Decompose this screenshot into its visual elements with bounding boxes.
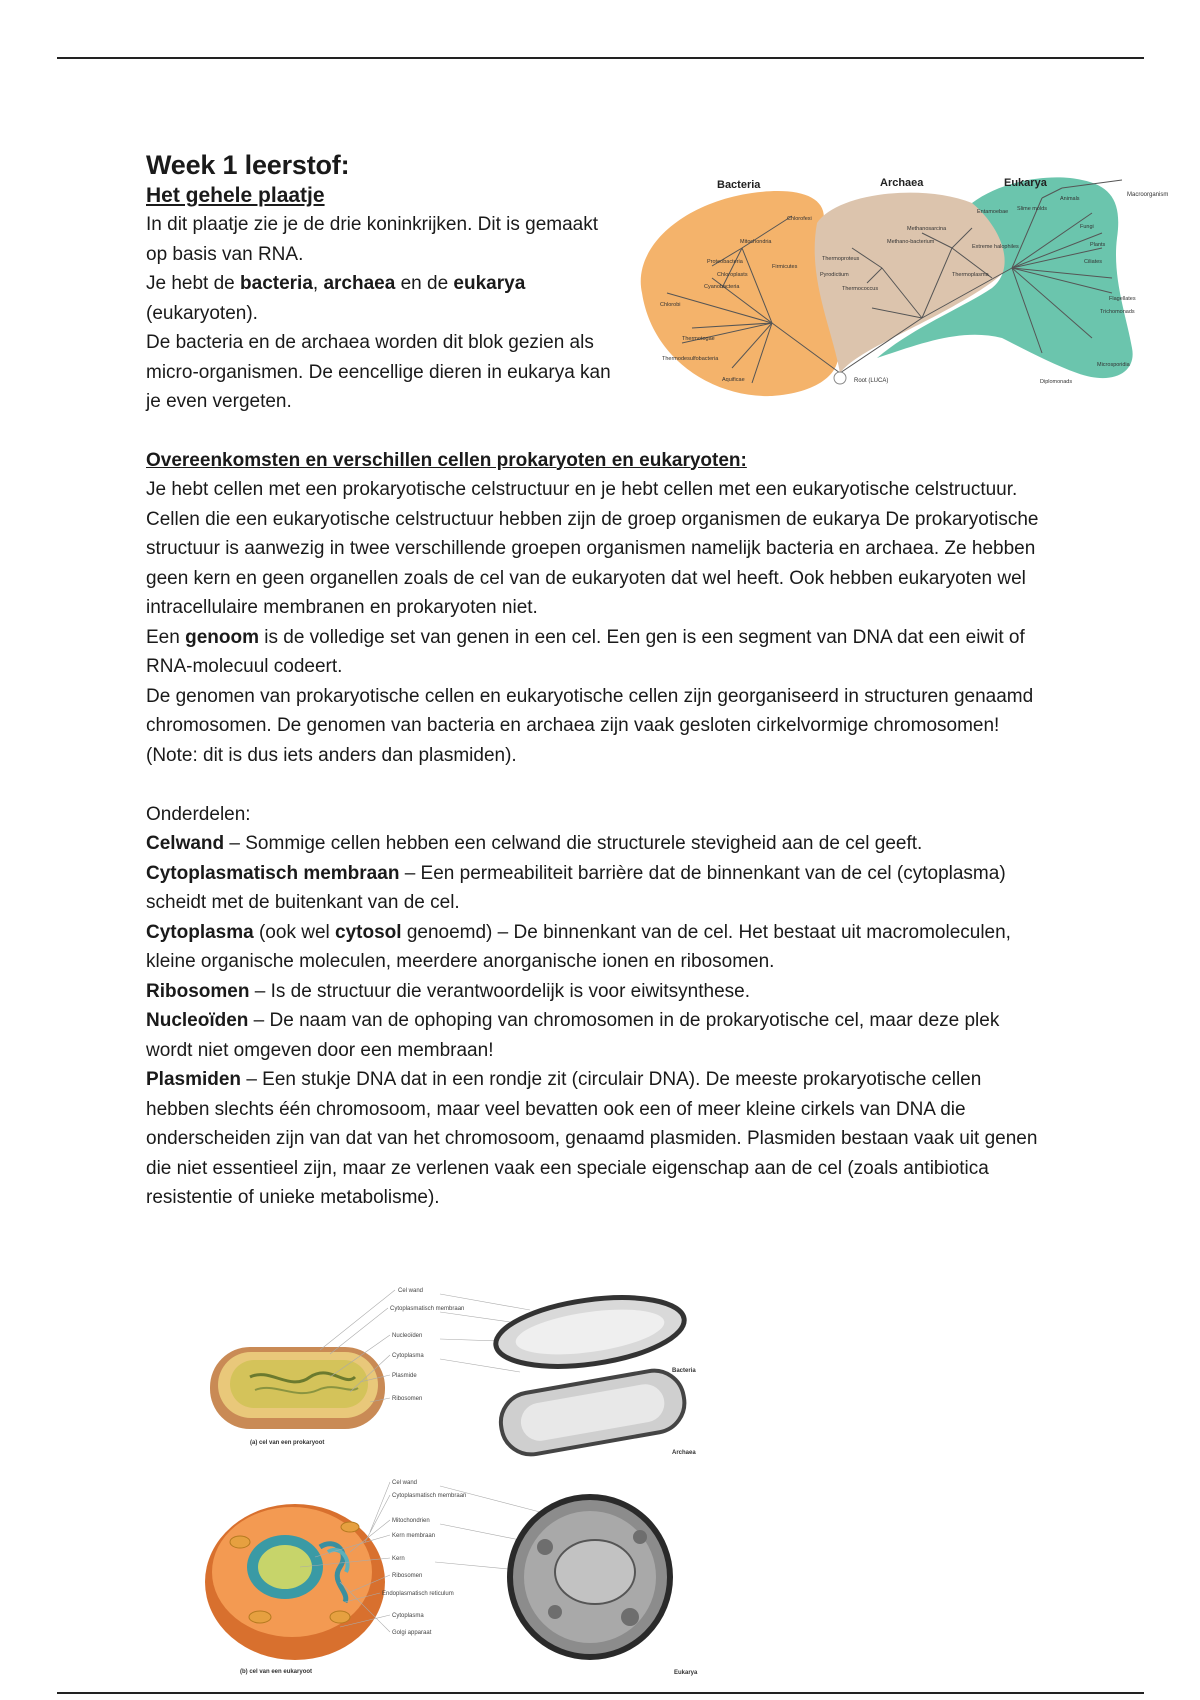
svg-text:Plasmide: Plasmide	[392, 1373, 417, 1379]
root-label: Root (LUCA)	[854, 378, 889, 384]
cell-structure-figure	[200, 1282, 720, 1682]
svg-text:Mitochondrien: Mitochondrien	[392, 1518, 430, 1524]
svg-text:Chlorobi: Chlorobi	[660, 302, 681, 308]
eukarya-micrograph	[510, 1497, 670, 1657]
svg-text:Endoplasmatisch reticulum: Endoplasmatisch reticulum	[382, 1591, 454, 1597]
svg-text:Thermoplasma: Thermoplasma	[952, 272, 989, 278]
svg-text:Cytoplasma: Cytoplasma	[392, 1613, 424, 1619]
svg-text:Methanosarcina: Methanosarcina	[907, 226, 947, 232]
section-heading-comparison: Overeenkomsten en verschillen cellen prokaryoten en eukaryoten:	[146, 449, 747, 471]
svg-text:Mitochondria: Mitochondria	[740, 239, 772, 245]
prokaryote-caption: (a) cel van een prokaryoot	[250, 1440, 325, 1446]
parts-intro: Onderdelen:	[146, 803, 251, 825]
intro-section	[146, 182, 616, 417]
section-heading-overview: Het gehele plaatje	[146, 184, 325, 207]
svg-text:Cytoplasma: Cytoplasma	[392, 1353, 424, 1359]
eukaryote-cell-illustration	[205, 1504, 385, 1660]
svg-text:Plants: Plants	[1090, 242, 1106, 248]
archaea-micrograph	[496, 1366, 689, 1459]
svg-text:Animals: Animals	[1060, 196, 1080, 202]
svg-text:Diplomonads: Diplomonads	[1040, 379, 1073, 385]
svg-text:Methano-bacterium: Methano-bacterium	[887, 239, 935, 245]
paragraph: Je hebt cellen met een prokaryotische celstructuur en je hebt cellen met een eukaryotische celstructuur. Cellen die een eukaryotische celstructuur hebben zijn de groep organismen de eukarya De prokaryotische structuur is aanwezig in twee verschillende groepen organismen namelijk bacteria en archaea. Ze hebben geen kern en geen organellen zoals de cel van de eukaryoten dat wel heeft. Ook hebben eukaryoten wel intracellulaire membranen en prokaryoten niet.	[146, 479, 1039, 618]
bacteria-micrograph	[491, 1287, 688, 1377]
svg-text:Aquificae: Aquificae	[722, 377, 745, 383]
domain-label-archaea: Archaea	[880, 177, 924, 189]
svg-text:Entamoebae: Entamoebae	[977, 209, 1009, 215]
definition-celwand: Celwand – Sommige cellen hebben een celwand die structurele stevigheid aan de cel geeft.	[146, 833, 923, 854]
svg-text:Trichomonads: Trichomonads	[1100, 309, 1135, 315]
paragraph: Je hebt de bacteria, archaea en de eukarya (eukaryoten).	[146, 273, 526, 324]
paragraph: In dit plaatje zie je de drie koninkrijken. Dit is gemaakt op basis van RNA.	[146, 214, 599, 265]
svg-text:Kern: Kern	[392, 1556, 405, 1562]
root-node-icon	[834, 372, 846, 384]
svg-text:Ciliates: Ciliates	[1084, 259, 1103, 265]
page-title: Week 1 leerstof:	[146, 150, 350, 180]
domain-label-bacteria: Bacteria	[717, 179, 761, 191]
svg-text:Chloroplasts: Chloroplasts	[717, 272, 748, 278]
svg-text:Cel wand: Cel wand	[398, 1288, 424, 1294]
svg-text:Firmicutes: Firmicutes	[772, 264, 798, 270]
definition-ribosomen: Ribosomen – Is de structuur die verantwoordelijk is voor eiwitsynthese.	[146, 980, 751, 1002]
svg-text:Thermodesulfobacteria: Thermodesulfobacteria	[662, 356, 719, 362]
svg-text:Nucleoïden: Nucleoïden	[392, 1333, 423, 1339]
svg-text:Microsporidia: Microsporidia	[1097, 362, 1130, 368]
svg-text:Kern membraan: Kern membraan	[392, 1533, 436, 1539]
macroorganism-label: Macroorganism	[1127, 192, 1169, 198]
svg-text:Extreme halophiles: Extreme halophiles	[972, 244, 1019, 250]
prokaryote-cell-illustration	[210, 1347, 385, 1429]
svg-text:Thermotogae: Thermotogae	[682, 336, 715, 342]
svg-text:Cytoplasmatisch membraan: Cytoplasmatisch membraan	[392, 1493, 467, 1499]
bacteria-label: Bacteria	[672, 1368, 696, 1374]
eukaryote-labels	[382, 1480, 466, 1636]
definition-plasmiden: Plasmiden – Een stukje DNA dat in een rondje zit (circulair DNA). De meeste prokaryotische cellen hebben slechts één chromosoom, maar veel bevatten ook een of meer kleine cirkels van DNA die onderscheiden zijn van dat van het chromosoom, genaamd plasmiden. Plasmiden bestaan vaak uit genen die niet essentieel zijn, maar ze verlenen vaak een speciale eigenschap aan de cel (zoals antibiotica resistentie of unieke metabolisme).	[146, 1069, 1038, 1208]
definition-membraan: Cytoplasmatisch membraan – Een permeabiliteit barrière dat de binnenkant van de cel (cytoplasma) scheidt met de buitenkant van de cel.	[146, 862, 1006, 913]
svg-text:Thermoproteus: Thermoproteus	[822, 256, 860, 262]
svg-text:Cyanobacteria: Cyanobacteria	[704, 284, 740, 290]
svg-text:Pyrodictium: Pyrodictium	[820, 272, 849, 278]
paragraph: Een genoom is de volledige set van genen in een cel. Een gen is een segment van DNA dat een eiwit of RNA-molecuul codeert.	[146, 626, 1025, 677]
definition-nucleoiden: Nucleoïden – De naam van de ophoping van chromosomen in de prokaryotische cel, maar deze plek wordt niet omgeven door een membraan!	[146, 1010, 1000, 1061]
paragraph: De genomen van prokaryotische cellen en eukaryotische cellen zijn georganiseerd in structuren genaamd chromosomen. De genomen van bacteria en archaea zijn vaak gesloten cirkelvormige chromosomen! (Note: dit is dus iets anders dan plasmiden).	[146, 685, 1034, 766]
prokaryote-labels	[390, 1288, 464, 1402]
svg-text:Cytoplasmatisch membraan: Cytoplasmatisch membraan	[390, 1306, 465, 1312]
eukarya-label: Eukarya	[674, 1670, 698, 1676]
definition-cytoplasma: Cytoplasma (ook wel cytosol genoemd) – De binnenkant van de cel. Het bestaat uit macromoleculen, kleine organische moleculen, meerdere anorganische ionen en ribosomen.	[146, 921, 1011, 972]
svg-text:Golgi apparaat: Golgi apparaat	[392, 1630, 432, 1636]
phylogenetic-tree-figure	[622, 168, 1169, 408]
svg-text:Slime molds: Slime molds	[1017, 206, 1047, 212]
svg-text:Ribosomen: Ribosomen	[392, 1573, 423, 1579]
domain-label-eukarya: Eukarya	[1004, 177, 1047, 189]
svg-text:Proteobacteria: Proteobacteria	[707, 259, 743, 265]
eukaryote-caption: (b) cel van een eukaryoot	[240, 1669, 313, 1675]
top-rule	[57, 57, 1144, 59]
svg-text:Fungi: Fungi	[1080, 224, 1094, 230]
svg-text:Cel wand: Cel wand	[392, 1480, 418, 1486]
svg-text:Flagellates: Flagellates	[1109, 296, 1136, 302]
svg-text:Thermococcus: Thermococcus	[842, 286, 879, 292]
svg-text:Chlorofexi: Chlorofexi	[787, 216, 812, 222]
bottom-rule	[57, 1692, 1144, 1694]
svg-text:Ribosomen: Ribosomen	[392, 1396, 423, 1402]
paragraph: De bacteria en de archaea worden dit blok gezien als micro-organismen. De eencellige dieren in eukarya kan je even vergeten.	[146, 332, 611, 412]
archaea-label: Archaea	[672, 1450, 696, 1456]
